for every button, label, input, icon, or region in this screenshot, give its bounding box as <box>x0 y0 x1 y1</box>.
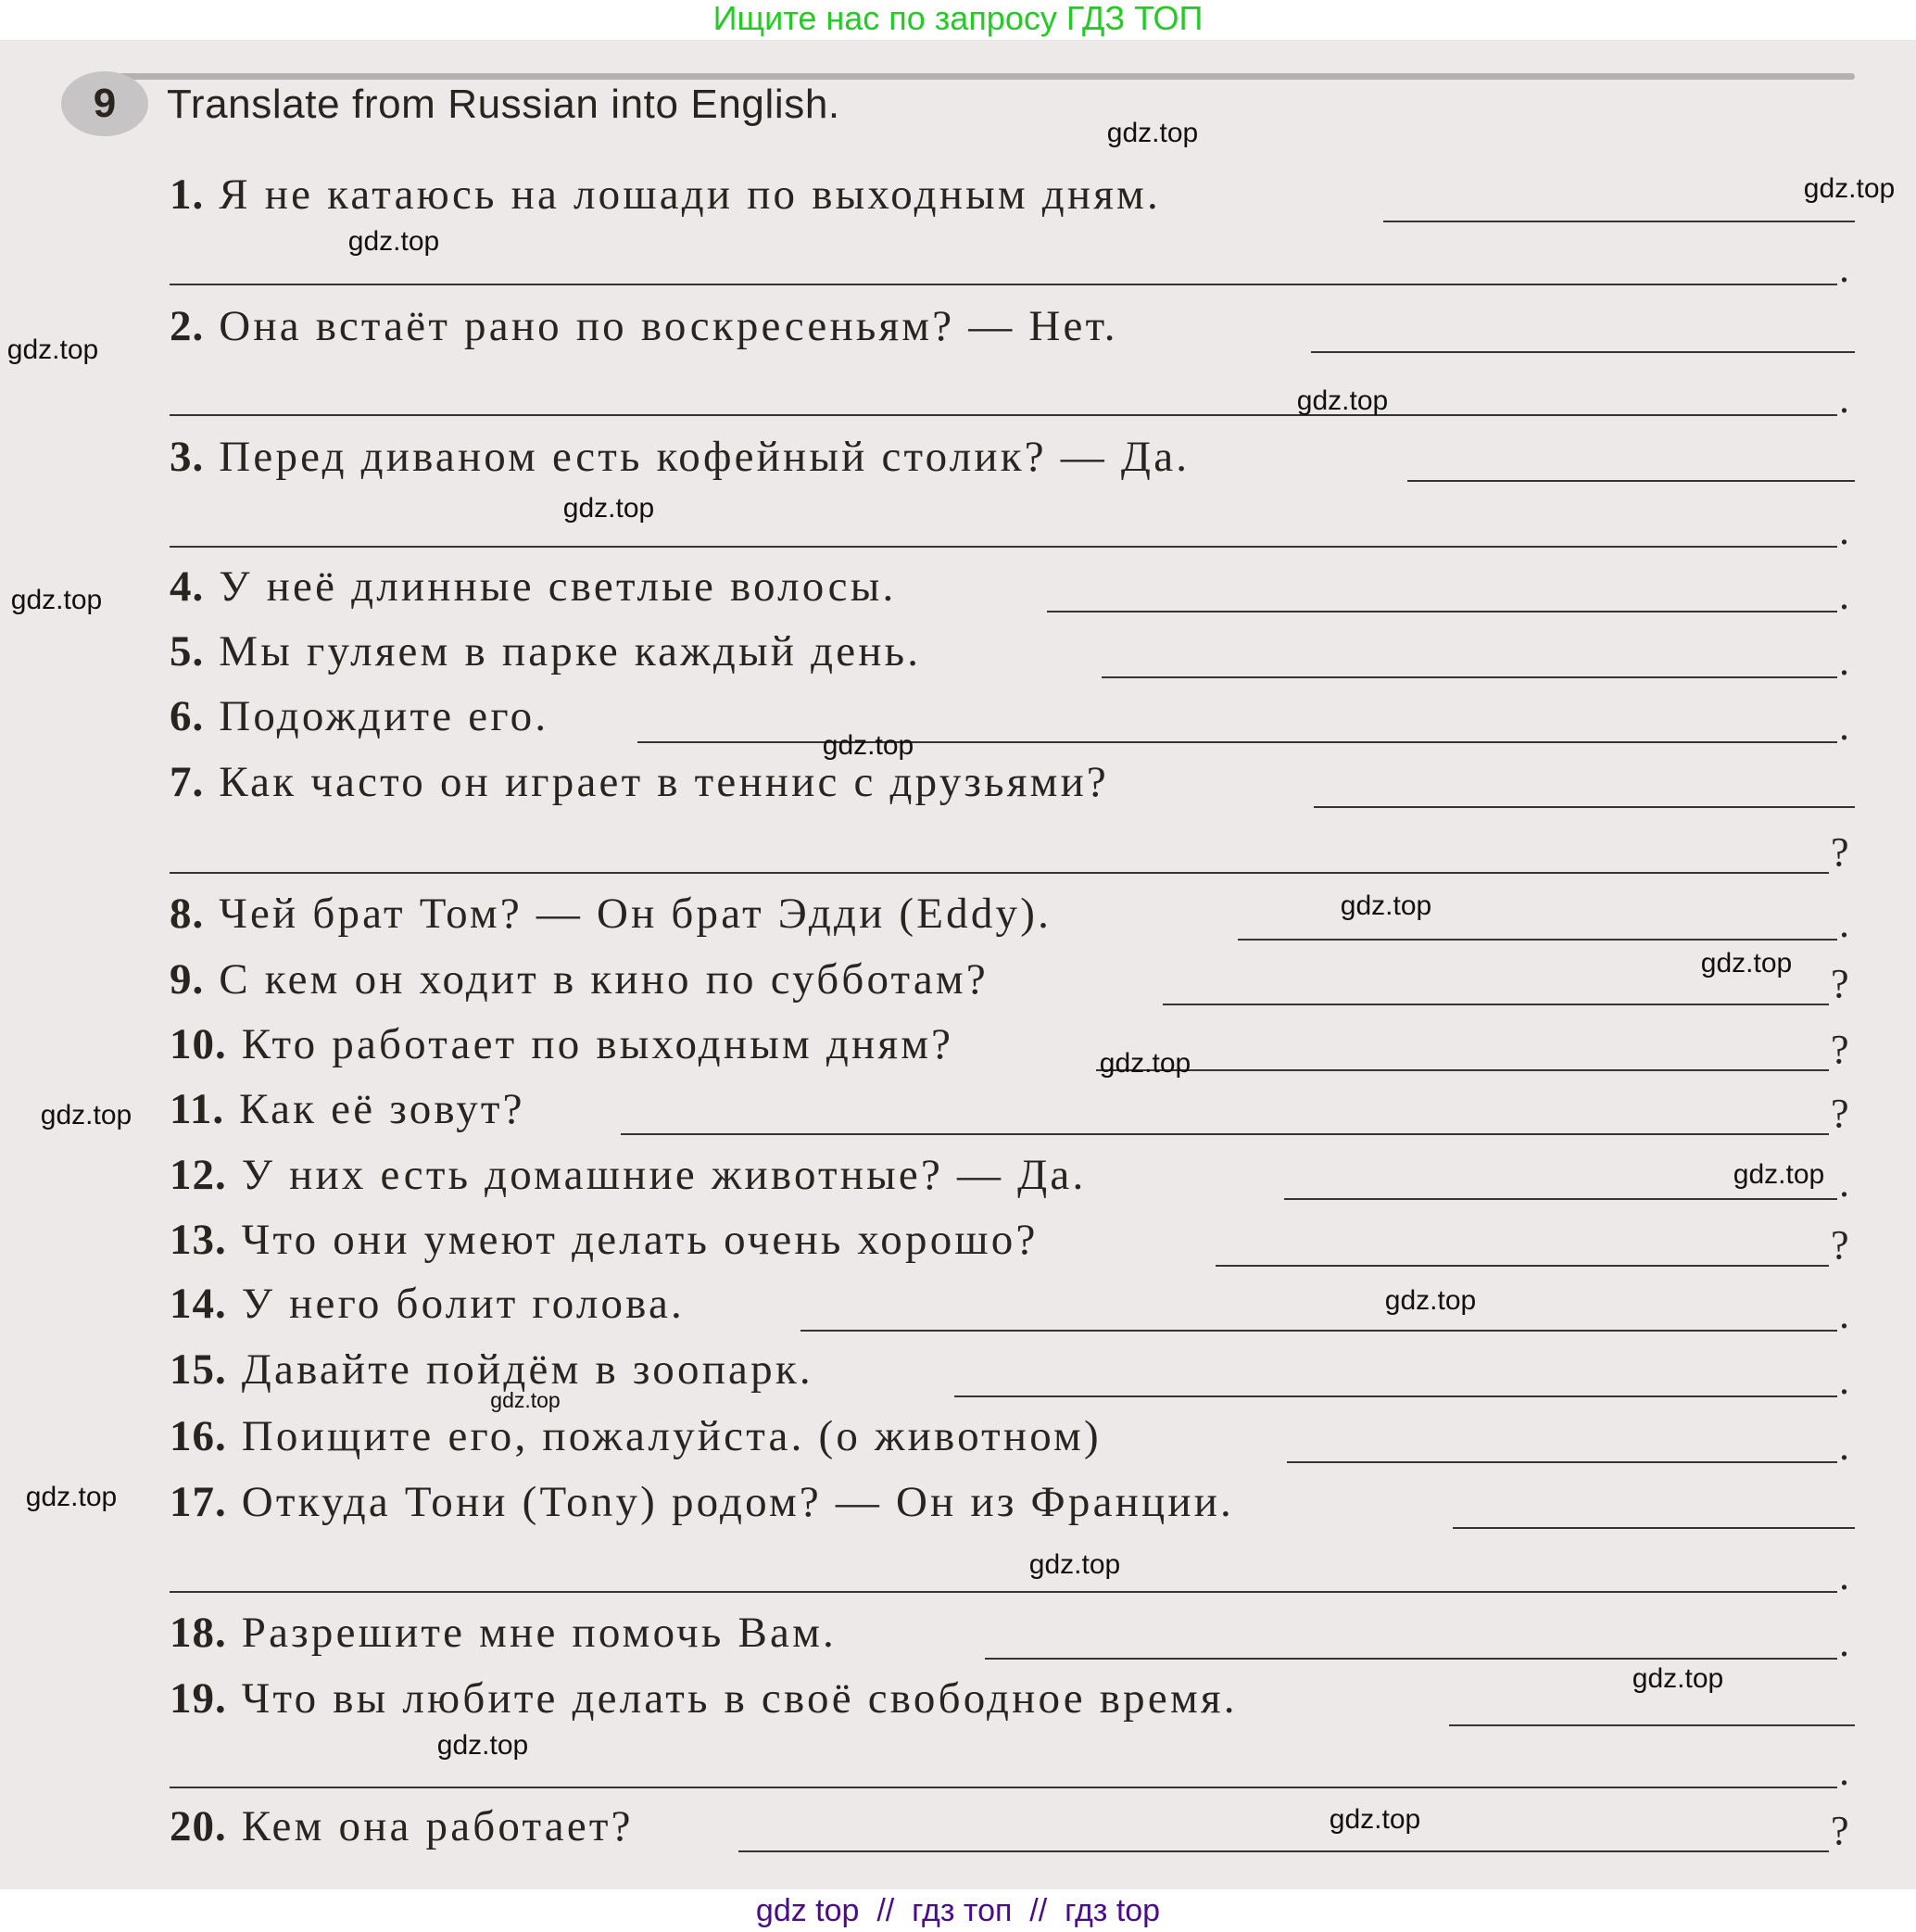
exercise-item-2 <box>170 300 1118 352</box>
answer-line-10[interactable] <box>1096 1069 1829 1071</box>
item-number: 16. <box>170 1412 227 1460</box>
item-number: 13. <box>170 1216 227 1264</box>
end-punctuation-5: . <box>1839 638 1849 684</box>
item-text: Разрешите мне помочь Вам. <box>241 1609 837 1657</box>
item-text: Поищите его, пожалуйста. (о животном) <box>241 1412 1102 1460</box>
exercise-item-4 <box>170 561 896 612</box>
item-text: Я не катаюсь на лошади по выходным дням. <box>219 170 1161 219</box>
item-text: Чей брат Том? — Он брат Эдди (Eddy). <box>219 890 1053 938</box>
answer-line-9[interactable] <box>1163 1004 1829 1005</box>
item-number: 10. <box>170 1020 227 1068</box>
item-number: 3. <box>170 433 205 481</box>
watermark: gdz.top <box>490 1388 561 1412</box>
answer-line-5[interactable] <box>1102 676 1837 678</box>
watermark: gdz.top <box>1733 1159 1825 1190</box>
item-number: 14. <box>170 1280 227 1328</box>
item-text: У них есть домашние животные? — Да. <box>241 1151 1087 1199</box>
item-text: Кто работает по выходным дням? <box>241 1020 954 1068</box>
exercise-item-14 <box>170 1278 685 1330</box>
item-text: Перед диваном есть кофейный столик? — Да. <box>219 433 1191 481</box>
item-text: У него болит голова. <box>241 1280 685 1328</box>
item-number: 2. <box>170 302 205 350</box>
answer-line-12[interactable] <box>1284 1198 1837 1200</box>
item-text: Подождите его. <box>219 692 549 740</box>
watermark: gdz.top <box>1700 948 1793 979</box>
end-punctuation-17: . <box>1839 1553 1849 1598</box>
item-text: Что они умеют делать очень хорошо? <box>241 1216 1039 1264</box>
exercise-item-1 <box>170 169 1161 221</box>
exercise-item-16 <box>170 1410 1102 1462</box>
end-punctuation-2: . <box>1839 376 1849 422</box>
item-number: 12. <box>170 1151 227 1199</box>
item-number: 4. <box>170 562 205 611</box>
answer-line-19-cont[interactable] <box>170 1787 1837 1788</box>
item-number: 20. <box>170 1802 227 1850</box>
item-text: Как часто он играет в теннис с друзьями? <box>219 758 1109 806</box>
item-number: 6. <box>170 692 205 740</box>
end-punctuation-15: . <box>1839 1357 1849 1403</box>
answer-line-19[interactable] <box>1449 1724 1855 1726</box>
answer-line-2[interactable] <box>1311 351 1855 353</box>
item-text: Кем она работает? <box>241 1802 634 1850</box>
end-punctuation-13: ? <box>1831 1222 1849 1268</box>
item-text: Мы гуляем в парке каждый день. <box>219 627 922 676</box>
exercise-item-13 <box>170 1214 1039 1266</box>
answer-line-17-cont[interactable] <box>170 1591 1837 1593</box>
end-punctuation-1: . <box>1839 246 1849 291</box>
answer-line-11[interactable] <box>621 1133 1829 1135</box>
answer-line-15[interactable] <box>954 1395 1837 1397</box>
end-punctuation-12: . <box>1839 1160 1849 1206</box>
watermark: gdz.top <box>10 585 103 615</box>
answer-line-2-cont[interactable] <box>170 414 1837 416</box>
exercise-item-19 <box>170 1673 1238 1724</box>
watermark: gdz.top <box>40 1100 132 1130</box>
answer-line-3-cont[interactable] <box>170 546 1837 548</box>
item-text: У неё длинные светлые волосы. <box>219 562 897 611</box>
exercise-item-20 <box>170 1800 634 1852</box>
exercise-item-9 <box>170 953 989 1005</box>
watermark: gdz.top <box>6 335 99 365</box>
item-text: Давайте пойдём в зоопарк. <box>241 1345 813 1394</box>
exercise-item-18 <box>170 1607 837 1659</box>
item-number: 11. <box>170 1085 225 1133</box>
exercise-item-17 <box>170 1476 1234 1528</box>
end-punctuation-20: ? <box>1831 1808 1849 1853</box>
exercise-item-11 <box>170 1083 525 1135</box>
answer-line-18[interactable] <box>985 1658 1837 1660</box>
end-punctuation-3: . <box>1839 508 1849 553</box>
answer-line-1-cont[interactable] <box>170 284 1837 285</box>
item-number: 1. <box>170 170 205 219</box>
item-text: Она встаёт рано по воскресеньям? — Нет. <box>219 302 1118 350</box>
answer-line-1[interactable] <box>1383 221 1855 222</box>
end-punctuation-7: ? <box>1831 829 1849 875</box>
watermark: gdz.top <box>1099 1048 1191 1079</box>
item-number: 7. <box>170 758 205 806</box>
answer-line-16[interactable] <box>1287 1461 1837 1463</box>
answer-line-7[interactable] <box>1314 806 1855 808</box>
exercise-item-3 <box>170 431 1190 483</box>
watermark: gdz.top <box>25 1482 118 1512</box>
end-punctuation-4: . <box>1839 573 1849 618</box>
end-punctuation-19: . <box>1839 1749 1849 1794</box>
watermark: gdz.top <box>1632 1663 1724 1694</box>
item-number: 5. <box>170 627 205 676</box>
end-punctuation-16: . <box>1839 1423 1849 1469</box>
end-punctuation-9: ? <box>1831 961 1849 1006</box>
item-number: 8. <box>170 890 205 938</box>
answer-line-6[interactable] <box>637 741 1837 743</box>
answer-line-13[interactable] <box>1216 1265 1829 1267</box>
end-punctuation-8: . <box>1839 901 1849 946</box>
answer-line-14[interactable] <box>800 1330 1837 1332</box>
top-banner: Ищите нас по запросу ГДЗ ТОП <box>712 0 1204 37</box>
item-number: 17. <box>170 1478 227 1526</box>
end-punctuation-18: . <box>1839 1620 1849 1665</box>
exercise-item-7 <box>170 756 1109 808</box>
watermark: gdz.top <box>347 226 440 257</box>
exercise-item-10 <box>170 1018 953 1070</box>
exercise-item-8 <box>170 888 1052 940</box>
watermark: gdz.top <box>1329 1804 1421 1835</box>
exercise-title: Translate from Russian into English. <box>167 82 840 127</box>
item-text: Откуда Тони (Tony) родом? — Он из Франции. <box>241 1478 1235 1526</box>
item-number: 18. <box>170 1609 227 1657</box>
watermark: gdz.top <box>1028 1549 1121 1580</box>
item-number: 15. <box>170 1345 227 1394</box>
end-punctuation-11: ? <box>1831 1091 1849 1136</box>
item-text: Как её зовут? <box>239 1085 525 1133</box>
end-punctuation-10: ? <box>1831 1027 1849 1072</box>
item-text: С кем он ходит в кино по субботам? <box>219 955 989 1004</box>
footer-banner: gdz top // гдз топ // гдз top <box>755 1893 1161 1928</box>
item-number: 19. <box>170 1674 227 1723</box>
answer-line-3[interactable] <box>1407 480 1855 482</box>
end-punctuation-14: . <box>1839 1292 1849 1337</box>
item-text: Что вы любите делать в своё свободное время. <box>241 1674 1238 1723</box>
exercise-number-badge: 9 <box>61 71 148 136</box>
answer-line-7-cont[interactable] <box>170 872 1829 874</box>
watermark: gdz.top <box>822 730 914 761</box>
end-punctuation-6: . <box>1839 703 1849 749</box>
exercise-item-12 <box>170 1149 1086 1201</box>
watermark: gdz.top <box>1106 118 1199 148</box>
exercise-item-6 <box>170 690 548 742</box>
watermark: gdz.top <box>562 493 655 524</box>
watermark: gdz.top <box>1803 173 1896 204</box>
exercise-item-5 <box>170 625 921 677</box>
item-number: 9. <box>170 955 205 1004</box>
watermark: gdz.top <box>1340 890 1432 921</box>
header-rule <box>105 73 1855 80</box>
watermark: gdz.top <box>1296 385 1389 416</box>
answer-line-17[interactable] <box>1453 1527 1855 1529</box>
answer-line-8[interactable] <box>1238 939 1837 941</box>
watermark: gdz.top <box>1384 1285 1477 1316</box>
answer-line-4[interactable] <box>1047 611 1837 612</box>
answer-line-20[interactable] <box>738 1850 1829 1852</box>
watermark: gdz.top <box>436 1730 529 1761</box>
